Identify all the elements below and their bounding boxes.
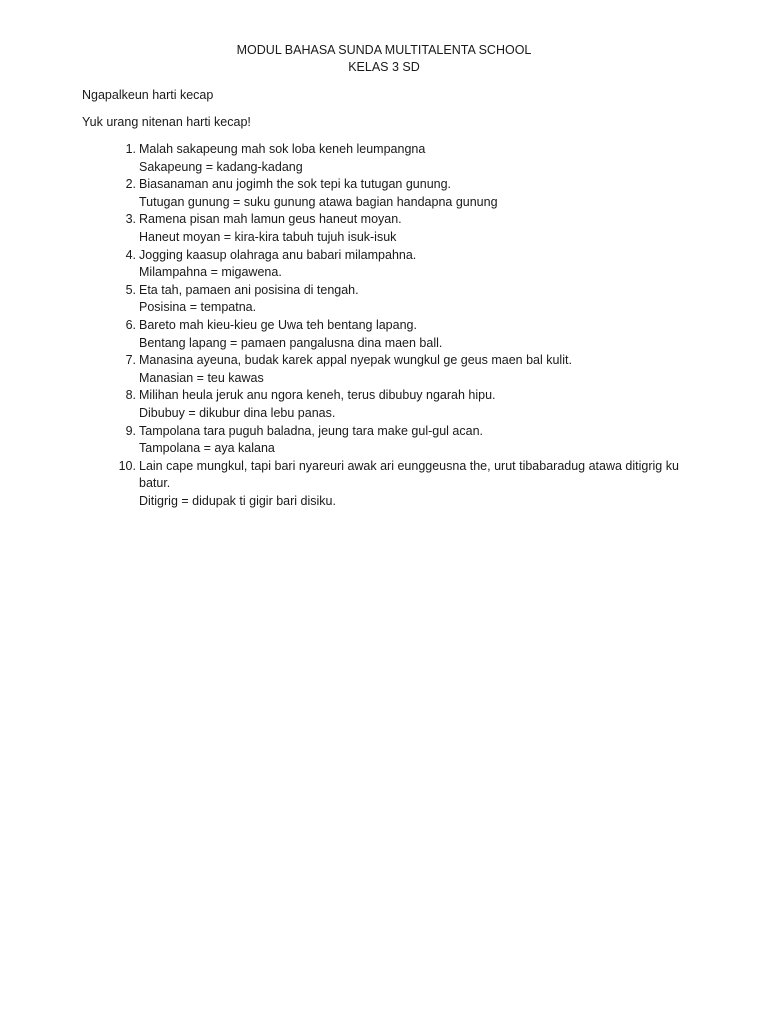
item-sentence: Eta tah, pamaen ani posisina di tengah. <box>139 282 359 297</box>
item-number: 2. <box>125 177 136 192</box>
item-sentence: Malah sakapeung mah sok loba keneh leumpangna <box>139 142 426 156</box>
list-item <box>82 458 682 511</box>
item-number: 9. <box>125 423 136 438</box>
item-number: 1. <box>125 142 136 156</box>
list-item <box>82 317 682 352</box>
list-item <box>82 176 682 211</box>
item-meaning: Milampahna = migawena. <box>139 265 282 280</box>
list-item <box>82 211 682 246</box>
item-sentence: Lain cape mungkul, tapi bari nyareuri awak ari eunggeusna the, urut tibabaradug atawa ditigrig ku batur. <box>139 458 679 491</box>
item-number: 5. <box>125 282 136 297</box>
item-number: 3. <box>125 212 136 227</box>
item-sentence: Tampolana tara puguh baladna, jeung tara make gul-gul acan. <box>139 423 483 438</box>
list-item <box>82 387 682 422</box>
list-item <box>82 352 682 387</box>
list-item <box>82 247 682 282</box>
item-number: 8. <box>125 388 136 403</box>
item-sentence: Manasina ayeuna, budak karek appal nyepak wungkul ge geus maen bal kulit. <box>139 353 572 368</box>
item-meaning: Ditigrig = didupak ti gigir bari disiku. <box>139 493 336 508</box>
list-item <box>82 282 682 317</box>
item-sentence: Bareto mah kieu-kieu ge Uwa teh bentang lapang. <box>139 317 417 332</box>
item-meaning: Tampolana = aya kalana <box>139 441 275 456</box>
document-subtitle: KELAS 3 SD <box>348 60 420 74</box>
word-meaning-list <box>82 141 682 510</box>
item-sentence: Jogging kaasup olahraga anu babari milampahna. <box>139 247 417 262</box>
document-title: MODUL BAHASA SUNDA MULTITALENTA SCHOOL <box>236 43 532 57</box>
item-meaning: Manasian = teu kawas <box>139 370 264 385</box>
item-number: 4. <box>125 247 136 262</box>
item-meaning: Tutugan gunung = suku gunung atawa bagian handapna gunung <box>139 194 498 209</box>
item-sentence: Biasanaman anu jogimh the sok tepi ka tutugan gunung. <box>139 177 452 192</box>
list-item <box>82 141 682 176</box>
intro-text: Yuk urang nitenan harti kecap! <box>82 115 251 129</box>
item-number: 6. <box>125 317 136 332</box>
item-number: 7. <box>125 353 136 368</box>
item-meaning: Bentang lapang = pamaen pangalusna dina maen ball. <box>139 335 443 350</box>
item-meaning: Haneut moyan = kira-kira tabuh tujuh isuk-isuk <box>139 229 397 244</box>
item-meaning: Sakapeung = kadang-kadang <box>139 159 303 174</box>
item-number: 10. <box>118 458 136 473</box>
section-heading: Ngapalkeun harti kecap <box>82 88 214 102</box>
list-item <box>82 423 682 458</box>
item-meaning: Dibubuy = dikubur dina lebu panas. <box>139 405 336 420</box>
item-sentence: Ramena pisan mah lamun geus haneut moyan. <box>139 212 402 227</box>
item-sentence: Milihan heula jeruk anu ngora keneh, terus dibubuy ngarah hipu. <box>139 388 496 403</box>
item-meaning: Posisina = tempatna. <box>139 300 257 315</box>
